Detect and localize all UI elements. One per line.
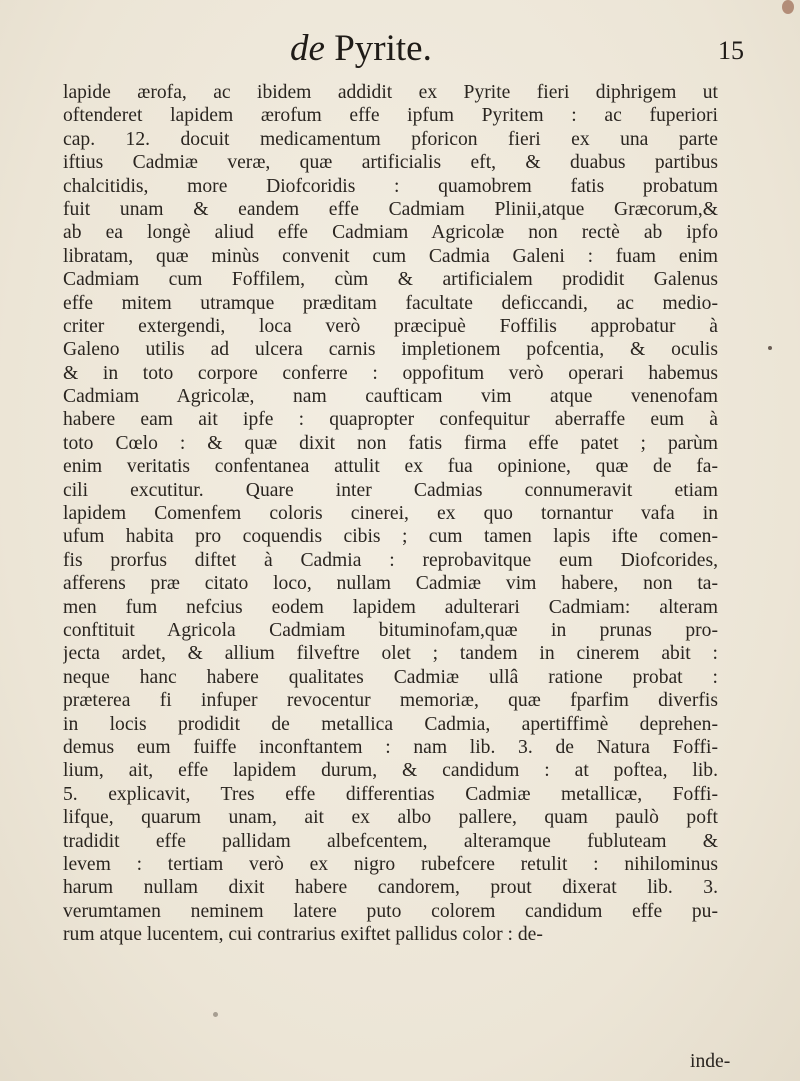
text-line: Galeno utilis ad ulcera carnis impletionem pofcentia, & oculis	[63, 339, 718, 361]
text-line: fis prorfus diftet à Cadmia : reprobavitque eum Diofcorides,	[63, 549, 718, 571]
paper-speck	[213, 1012, 218, 1017]
text-line: 5. explicavit, Tres effe differentias Cadmiæ metallicæ, Foffi-	[63, 783, 718, 805]
body-text	[63, 81, 718, 946]
text-line: criter extergendi, loca verò præcipuè Foffilis approbatur à	[63, 315, 718, 337]
paper-speck	[768, 346, 772, 350]
text-line: verumtamen neminem latere puto colorem candidum effe pu-	[63, 900, 718, 922]
text-line: in locis prodidit de metallica Cadmia, apertiffimè deprehen-	[63, 713, 718, 735]
text-line: afferens præ citato loco, nullam Cadmiæ vim habere, non ta-	[63, 573, 718, 595]
text-line: iftius Cadmiæ veræ, quæ artificialis eft, & duabus partibus	[63, 152, 718, 174]
text-line: men fum nefcius eodem lapidem adulterari Cadmiam: alteram	[63, 596, 718, 618]
running-title-main: Pyrite.	[334, 28, 432, 69]
text-line: demus eum fuiffe inconftantem : nam lib. 3. de Natura Foffi-	[63, 736, 718, 758]
text-line: enim veritatis confentanea attulit ex fua opinione, quæ de fa-	[63, 456, 718, 478]
text-line: levem : tertiam verò ex nigro rubefcere retulit : nihilominus	[63, 853, 718, 875]
text-line: neque hanc habere qualitates Cadmiæ ullâ ratione probat :	[63, 666, 718, 688]
text-line: Cadmiam Agricolæ, nam caufticam vim atque venenofam	[63, 386, 718, 408]
text-line: cap. 12. docuit medicamentum pforicon fieri ex una parte	[63, 128, 718, 150]
text-line: ab ea longè aliud effe Cadmiam Agricolæ non rectè ab ipfo	[63, 222, 718, 244]
text-line: lapide ærofa, ac ibidem addidit ex Pyrite fieri diphrigem ut	[63, 82, 718, 103]
text-line: lifque, quarum unam, ait ex albo pallere, quam paulò poft	[63, 807, 718, 829]
text-line: libratam, quæ minùs convenit cum Cadmia Galeni : fuam enim	[63, 245, 718, 267]
text-line: rum atque lucentem, cui contrarius exiftet pallidus color : de-	[63, 924, 543, 946]
running-head	[0, 22, 800, 76]
text-line: & in toto corpore conferre : oppofitum verò operari habemus	[63, 362, 718, 384]
page-number: 15	[718, 36, 744, 65]
catchword: inde-	[690, 1051, 731, 1072]
running-title-italic: de	[290, 28, 325, 69]
running-title	[290, 22, 432, 76]
text-line: harum nullam dixit habere candorem, prout dixerat lib. 3.	[63, 877, 718, 899]
text-line: tradidit effe pallidam albefcentem, alteramque fubluteam &	[63, 830, 718, 852]
text-line: chalcitidis, more Diofcoridis : quamobrem fatis probatum	[63, 175, 718, 197]
text-line: fuit unam & eandem effe Cadmiam Plinii,atque Græcorum,&	[63, 198, 718, 220]
text-line: Cadmiam cum Foffilem, cùm & artificialem prodidit Galenus	[63, 269, 718, 291]
text-line: cili excutitur. Quare inter Cadmias connumeravit etiam	[63, 479, 718, 501]
text-line: lapidem Comenfem coloris cinerei, ex quo tornantur vafa in	[63, 503, 718, 525]
paper-stain	[782, 0, 794, 14]
text-line: præterea fi infuper revocentur memoriæ, quæ fparfim diverfis	[63, 690, 718, 712]
text-line: lium, ait, effe lapidem durum, & candidum : at poftea, lib.	[63, 760, 718, 782]
text-line: oftenderet lapidem ærofum effe ipfum Pyritem : ac fuperiori	[63, 105, 718, 127]
text-line: jecta ardet, & allium filveftre olet ; tandem in cinerem abit :	[63, 643, 718, 665]
text-line: ufum habita pro coquendis cibis ; cum tamen lapis ifte comen-	[63, 526, 718, 548]
text-line: conftituit Agricola Cadmiam bituminofam,quæ in prunas pro-	[63, 619, 718, 641]
text-line: habere eam ait ipfe : quapropter confequitur aberraffe eum à	[63, 409, 718, 431]
text-line: effe mitem utramque præditam facultate deficcandi, ac medio-	[63, 292, 718, 314]
text-line: toto Cœlo : & quæ dixit non fatis firma effe patet ; parùm	[63, 432, 718, 454]
